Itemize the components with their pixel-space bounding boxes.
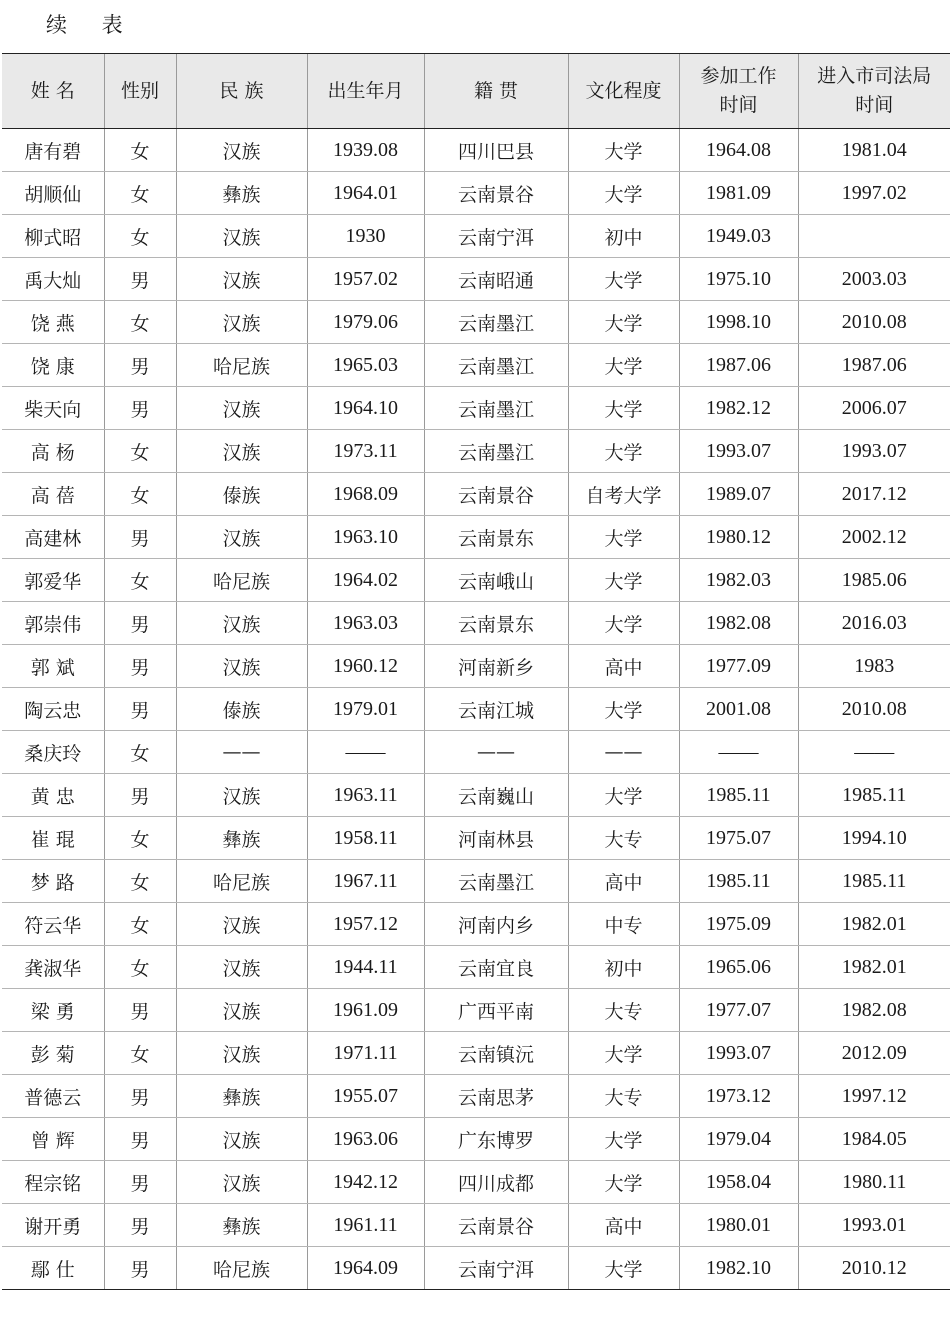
cell-education: 大学 [568,1032,679,1075]
cell-gender: 女 [104,903,176,946]
cell-name: 郭爱华 [2,559,104,602]
cell-education: 大学 [568,688,679,731]
table-row [2,344,950,387]
cell-bureau-entry: 1993.07 [798,430,950,473]
cell-native-place: 云南江城 [424,688,568,731]
cell-birth-date: 1961.09 [307,989,424,1032]
cell-native-place: 云南景谷 [424,172,568,215]
cell-education: —— [568,731,679,774]
cell-ethnicity: 汉族 [176,774,307,817]
cell-gender: 女 [104,860,176,903]
cell-birth-date: 1964.01 [307,172,424,215]
header-education: 文化程度 [568,54,679,129]
cell-work-start: 1982.10 [679,1247,798,1290]
cell-ethnicity: 彝族 [176,172,307,215]
cell-gender: 女 [104,301,176,344]
table-body [2,129,950,1290]
cell-gender: 男 [104,1247,176,1290]
cell-work-start: 1989.07 [679,473,798,516]
cell-name: 饶 燕 [2,301,104,344]
table-row [2,645,950,688]
cell-birth-date: 1930 [307,215,424,258]
cell-bureau-entry: 1994.10 [798,817,950,860]
cell-education: 大学 [568,387,679,430]
cell-education: 高中 [568,860,679,903]
table-row [2,1247,950,1290]
table-row [2,473,950,516]
cell-native-place: 云南景谷 [424,1204,568,1247]
cell-bureau-entry: 1984.05 [798,1118,950,1161]
header-ethnicity: 民 族 [176,54,307,129]
cell-bureau-entry: 1997.02 [798,172,950,215]
cell-name: 符云华 [2,903,104,946]
cell-gender: 女 [104,430,176,473]
header-gender: 性别 [104,54,176,129]
cell-education: 高中 [568,645,679,688]
cell-name: 禹大灿 [2,258,104,301]
table-row [2,903,950,946]
cell-bureau-entry: 1981.04 [798,129,950,172]
table-row [2,860,950,903]
cell-native-place: 云南墨江 [424,860,568,903]
cell-name: 高建林 [2,516,104,559]
cell-birth-date: 1958.11 [307,817,424,860]
cell-gender: 男 [104,602,176,645]
cell-name: 梁 勇 [2,989,104,1032]
cell-work-start: 1975.09 [679,903,798,946]
table-row [2,774,950,817]
cell-bureau-entry: 2003.03 [798,258,950,301]
cell-birth-date: 1973.11 [307,430,424,473]
cell-native-place: 云南墨江 [424,344,568,387]
personnel-table [2,53,950,1290]
table-row [2,559,950,602]
cell-native-place: —— [424,731,568,774]
cell-native-place: 河南内乡 [424,903,568,946]
cell-native-place: 云南墨江 [424,387,568,430]
cell-birth-date: 1955.07 [307,1075,424,1118]
cell-ethnicity: 哈尼族 [176,1247,307,1290]
cell-gender: 女 [104,172,176,215]
cell-ethnicity: 汉族 [176,903,307,946]
table-row [2,688,950,731]
cell-bureau-entry: 1983 [798,645,950,688]
cell-native-place: 云南巍山 [424,774,568,817]
cell-work-start: 1949.03 [679,215,798,258]
cell-gender: 女 [104,215,176,258]
cell-birth-date: 1963.03 [307,602,424,645]
table-row [2,731,950,774]
cell-native-place: 云南景东 [424,602,568,645]
cell-ethnicity: 彝族 [176,1075,307,1118]
cell-name: 曾 辉 [2,1118,104,1161]
cell-bureau-entry: 2006.07 [798,387,950,430]
cell-work-start: 1985.11 [679,774,798,817]
cell-education: 大专 [568,989,679,1032]
cell-bureau-entry: 2010.08 [798,688,950,731]
table-row [2,516,950,559]
cell-education: 大学 [568,129,679,172]
cell-native-place: 云南宜良 [424,946,568,989]
cell-gender: 男 [104,387,176,430]
cell-ethnicity: 汉族 [176,258,307,301]
table-row [2,258,950,301]
cell-gender: 男 [104,774,176,817]
header-name: 姓 名 [2,54,104,129]
cell-work-start: 1985.11 [679,860,798,903]
cell-bureau-entry: 2002.12 [798,516,950,559]
cell-native-place: 四川巴县 [424,129,568,172]
cell-name: 彭 菊 [2,1032,104,1075]
cell-bureau-entry: 1997.12 [798,1075,950,1118]
cell-name: 柳式昭 [2,215,104,258]
cell-name: 普德云 [2,1075,104,1118]
cell-education: 初中 [568,215,679,258]
cell-birth-date: 1939.08 [307,129,424,172]
cell-bureau-entry: 2010.12 [798,1247,950,1290]
cell-name: 郭 斌 [2,645,104,688]
cell-ethnicity: —— [176,731,307,774]
cell-bureau-entry: 1982.08 [798,989,950,1032]
cell-work-start: 1987.06 [679,344,798,387]
cell-work-start: 1977.07 [679,989,798,1032]
cell-education: 初中 [568,946,679,989]
cell-ethnicity: 汉族 [176,516,307,559]
cell-work-start: 1979.04 [679,1118,798,1161]
header-work-start: 参加工作 时间 [679,54,798,129]
cell-education: 大学 [568,774,679,817]
cell-birth-date: 1964.09 [307,1247,424,1290]
cell-ethnicity: 汉族 [176,301,307,344]
cell-name: 梦 路 [2,860,104,903]
cell-ethnicity: 汉族 [176,989,307,1032]
cell-name: 陶云忠 [2,688,104,731]
cell-ethnicity: 哈尼族 [176,860,307,903]
cell-gender: 男 [104,989,176,1032]
cell-bureau-entry: 1982.01 [798,903,950,946]
cell-native-place: 云南墨江 [424,301,568,344]
cell-native-place: 云南景谷 [424,473,568,516]
cell-birth-date: 1963.10 [307,516,424,559]
cell-education: 大学 [568,1247,679,1290]
cell-name: 高 蓓 [2,473,104,516]
cell-bureau-entry: 1985.06 [798,559,950,602]
cell-birth-date: 1967.11 [307,860,424,903]
cell-birth-date: 1960.12 [307,645,424,688]
cell-education: 大学 [568,602,679,645]
cell-native-place: 广西平南 [424,989,568,1032]
cell-education: 自考大学 [568,473,679,516]
cell-name: 高 杨 [2,430,104,473]
cell-name: 胡顺仙 [2,172,104,215]
cell-gender: 男 [104,688,176,731]
table-row [2,1075,950,1118]
cell-work-start: 1998.10 [679,301,798,344]
cell-name: 谢开勇 [2,1204,104,1247]
cell-gender: 男 [104,516,176,559]
cell-native-place: 河南新乡 [424,645,568,688]
cell-gender: 男 [104,1161,176,1204]
cell-education: 大学 [568,1161,679,1204]
cell-education: 大学 [568,430,679,473]
cell-work-start: 1977.09 [679,645,798,688]
cell-native-place: 云南峨山 [424,559,568,602]
table-row [2,602,950,645]
cell-work-start: 1993.07 [679,1032,798,1075]
cell-native-place: 云南景东 [424,516,568,559]
cell-gender: 女 [104,731,176,774]
cell-name: 饶 康 [2,344,104,387]
cell-work-start: 1982.12 [679,387,798,430]
cell-bureau-entry: —— [798,731,950,774]
cell-gender: 男 [104,344,176,387]
cell-work-start: —— [679,731,798,774]
cell-gender: 男 [104,1118,176,1161]
header-bureau-entry: 进入市司法局 时间 [798,54,950,129]
cell-work-start: 1993.07 [679,430,798,473]
cell-work-start: 1965.06 [679,946,798,989]
cell-birth-date: 1957.12 [307,903,424,946]
cell-gender: 男 [104,258,176,301]
table-row [2,946,950,989]
cell-gender: 女 [104,1032,176,1075]
cell-gender: 女 [104,817,176,860]
cell-bureau-entry: 1993.01 [798,1204,950,1247]
cell-ethnicity: 汉族 [176,387,307,430]
cell-birth-date: 1942.12 [307,1161,424,1204]
cell-education: 大学 [568,301,679,344]
cell-education: 大学 [568,516,679,559]
table-row [2,387,950,430]
cell-ethnicity: 汉族 [176,602,307,645]
cell-birth-date: 1964.02 [307,559,424,602]
cell-education: 大学 [568,258,679,301]
cell-ethnicity: 彝族 [176,1204,307,1247]
cell-work-start: 1981.09 [679,172,798,215]
cell-native-place: 云南思茅 [424,1075,568,1118]
cell-gender: 女 [104,946,176,989]
header-native-place: 籍 贯 [424,54,568,129]
cell-ethnicity: 汉族 [176,1161,307,1204]
cell-name: 黄 忠 [2,774,104,817]
cell-bureau-entry: 1980.11 [798,1161,950,1204]
cell-name: 柴天向 [2,387,104,430]
cell-education: 大专 [568,1075,679,1118]
cell-education: 高中 [568,1204,679,1247]
cell-native-place: 云南昭通 [424,258,568,301]
cell-bureau-entry: 1987.06 [798,344,950,387]
cell-birth-date: —— [307,731,424,774]
table-row [2,430,950,473]
cell-birth-date: 1944.11 [307,946,424,989]
cell-education: 大学 [568,1118,679,1161]
cell-education: 大学 [568,172,679,215]
cell-birth-date: 1965.03 [307,344,424,387]
cell-ethnicity: 汉族 [176,430,307,473]
cell-gender: 女 [104,473,176,516]
cell-ethnicity: 汉族 [176,645,307,688]
cell-bureau-entry: 1985.11 [798,774,950,817]
table-row [2,1118,950,1161]
table-row [2,1032,950,1075]
cell-birth-date: 1957.02 [307,258,424,301]
cell-birth-date: 1968.09 [307,473,424,516]
cell-native-place: 云南宁洱 [424,215,568,258]
cell-name: 鄢 仕 [2,1247,104,1290]
cell-ethnicity: 汉族 [176,129,307,172]
cell-gender: 男 [104,645,176,688]
table-header-row [2,54,950,129]
cell-native-place: 云南墨江 [424,430,568,473]
table-row [2,215,950,258]
cell-birth-date: 1979.01 [307,688,424,731]
cell-education: 大学 [568,559,679,602]
table-row [2,989,950,1032]
cell-education: 大学 [568,344,679,387]
cell-bureau-entry: 1982.01 [798,946,950,989]
table-caption: 续 表 [46,13,137,37]
cell-work-start: 1980.12 [679,516,798,559]
cell-birth-date: 1971.11 [307,1032,424,1075]
cell-bureau-entry: 2016.03 [798,602,950,645]
cell-ethnicity: 傣族 [176,688,307,731]
cell-native-place: 云南宁洱 [424,1247,568,1290]
cell-bureau-entry: 2017.12 [798,473,950,516]
cell-birth-date: 1961.11 [307,1204,424,1247]
cell-name: 程宗铭 [2,1161,104,1204]
cell-ethnicity: 汉族 [176,1032,307,1075]
cell-native-place: 河南林县 [424,817,568,860]
cell-native-place: 广东博罗 [424,1118,568,1161]
cell-gender: 女 [104,129,176,172]
cell-bureau-entry: 1985.11 [798,860,950,903]
cell-name: 郭崇伟 [2,602,104,645]
cell-work-start: 1973.12 [679,1075,798,1118]
cell-work-start: 1982.03 [679,559,798,602]
cell-gender: 女 [104,559,176,602]
cell-work-start: 2001.08 [679,688,798,731]
cell-ethnicity: 汉族 [176,215,307,258]
cell-work-start: 1975.07 [679,817,798,860]
table-row [2,1161,950,1204]
cell-work-start: 1982.08 [679,602,798,645]
cell-birth-date: 1979.06 [307,301,424,344]
cell-birth-date: 1964.10 [307,387,424,430]
cell-ethnicity: 哈尼族 [176,344,307,387]
header-birth-date: 出生年月 [307,54,424,129]
table-row [2,301,950,344]
table-row [2,129,950,172]
cell-name: 唐有碧 [2,129,104,172]
cell-work-start: 1975.10 [679,258,798,301]
cell-bureau-entry: 2012.09 [798,1032,950,1075]
cell-ethnicity: 哈尼族 [176,559,307,602]
cell-name: 桑庆玲 [2,731,104,774]
cell-name: 龚淑华 [2,946,104,989]
cell-native-place: 云南镇沅 [424,1032,568,1075]
cell-work-start: 1958.04 [679,1161,798,1204]
cell-gender: 男 [104,1204,176,1247]
cell-gender: 男 [104,1075,176,1118]
cell-work-start: 1964.08 [679,129,798,172]
cell-work-start: 1980.01 [679,1204,798,1247]
table-row [2,1204,950,1247]
table-row [2,817,950,860]
cell-ethnicity: 傣族 [176,473,307,516]
cell-bureau-entry: 2010.08 [798,301,950,344]
table-row [2,172,950,215]
cell-ethnicity: 汉族 [176,1118,307,1161]
cell-education: 大专 [568,817,679,860]
cell-ethnicity: 汉族 [176,946,307,989]
cell-education: 中专 [568,903,679,946]
cell-birth-date: 1963.06 [307,1118,424,1161]
cell-name: 崔 琨 [2,817,104,860]
cell-bureau-entry [798,215,950,258]
cell-birth-date: 1963.11 [307,774,424,817]
cell-native-place: 四川成都 [424,1161,568,1204]
cell-ethnicity: 彝族 [176,817,307,860]
